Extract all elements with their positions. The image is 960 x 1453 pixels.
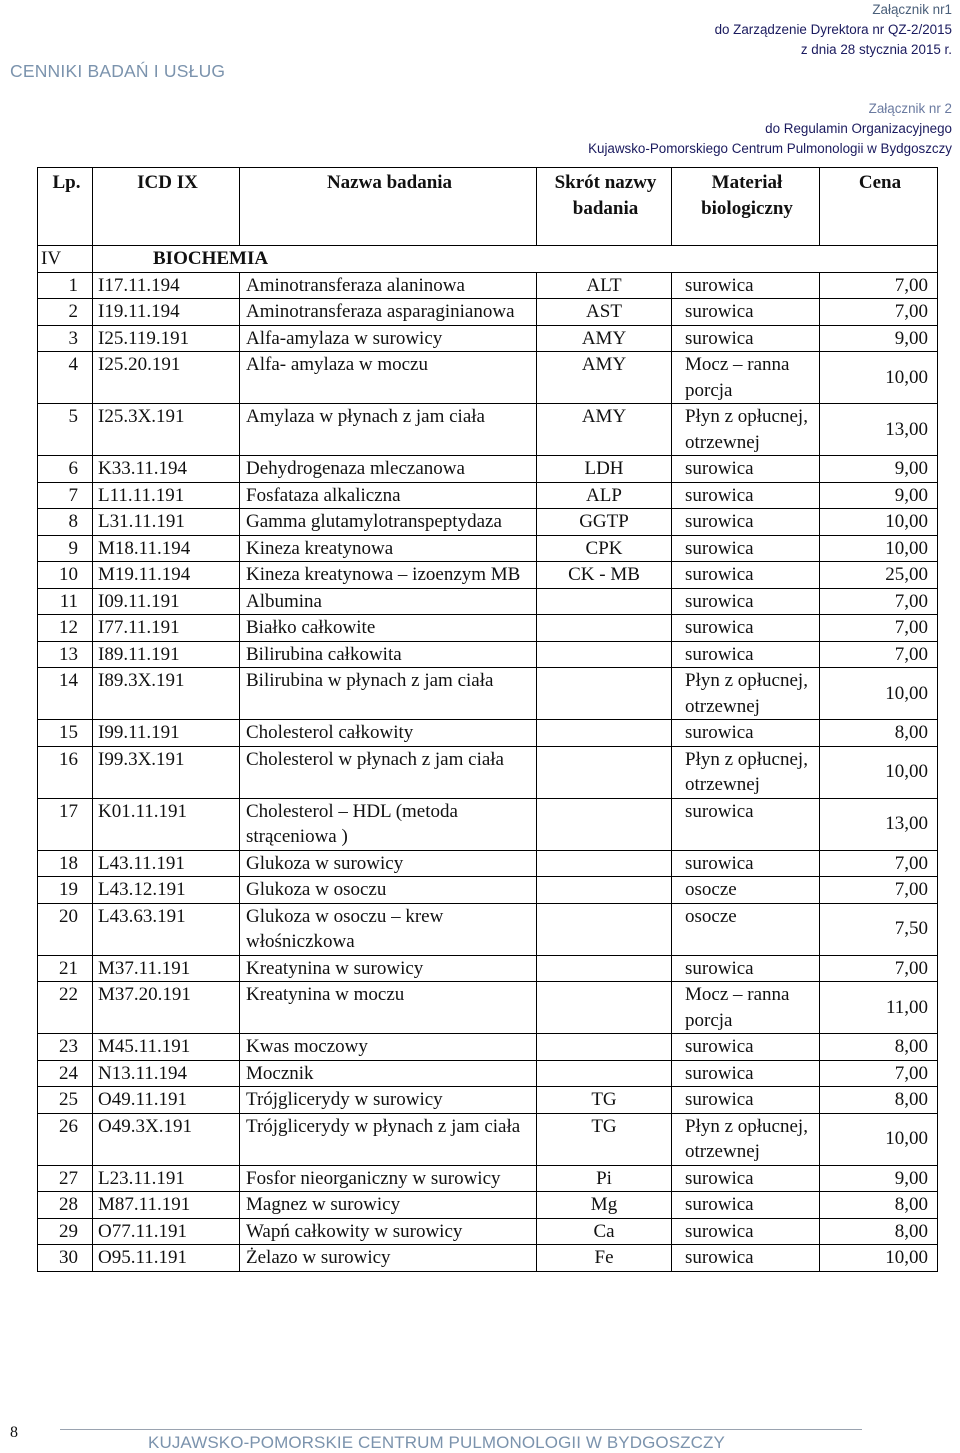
row-icd: M37.11.191 bbox=[93, 955, 240, 982]
row-lp: 15 bbox=[38, 720, 93, 747]
row-lp: 27 bbox=[38, 1165, 93, 1192]
header-material: Materiał biologiczny bbox=[672, 168, 820, 246]
row-lp: 21 bbox=[38, 955, 93, 982]
row-abbr: AMY bbox=[537, 404, 672, 456]
row-name: Bilirubina w płynach z jam ciała bbox=[240, 668, 537, 720]
row-material: surowica bbox=[672, 588, 820, 615]
annex-line-5: do Regulamin Organizacyjnego bbox=[765, 121, 952, 136]
table-row bbox=[38, 955, 938, 982]
table-row bbox=[38, 798, 938, 850]
row-name: Cholesterol w płynach z jam ciała bbox=[240, 746, 537, 798]
row-abbr: Mg bbox=[537, 1192, 672, 1219]
section-row bbox=[38, 246, 938, 273]
table-row bbox=[38, 325, 938, 352]
row-icd: K33.11.194 bbox=[93, 456, 240, 483]
footer-text: KUJAWSKO-POMORSKIE CENTRUM PULMONOLOGII W BYDGOSZCZY bbox=[148, 1433, 725, 1452]
row-material: Płyn z opłucnej, otrzewnej bbox=[672, 404, 820, 456]
table-row bbox=[38, 877, 938, 904]
row-icd: O95.11.191 bbox=[93, 1245, 240, 1272]
row-abbr: AST bbox=[537, 299, 672, 326]
row-icd: I99.3X.191 bbox=[93, 746, 240, 798]
row-material: Płyn z opłucnej, otrzewnej bbox=[672, 746, 820, 798]
row-price: 8,00 bbox=[820, 1218, 938, 1245]
row-price: 9,00 bbox=[820, 325, 938, 352]
row-abbr bbox=[537, 641, 672, 668]
row-material: Płyn z opłucnej, otrzewnej bbox=[672, 1113, 820, 1165]
row-lp: 12 bbox=[38, 615, 93, 642]
row-price: 10,00 bbox=[820, 1113, 938, 1165]
row-lp: 26 bbox=[38, 1113, 93, 1165]
row-abbr: GGTP bbox=[537, 509, 672, 536]
table-row bbox=[38, 1060, 938, 1087]
row-abbr bbox=[537, 746, 672, 798]
row-name: Cholesterol – HDL (metoda strąceniowa ) bbox=[240, 798, 537, 850]
row-price: 10,00 bbox=[820, 509, 938, 536]
row-lp: 23 bbox=[38, 1034, 93, 1061]
table-row bbox=[38, 1245, 938, 1272]
row-price: 10,00 bbox=[820, 668, 938, 720]
row-price: 8,00 bbox=[820, 720, 938, 747]
row-name: Kineza kreatynowa bbox=[240, 535, 537, 562]
row-name: Albumina bbox=[240, 588, 537, 615]
row-icd: L23.11.191 bbox=[93, 1165, 240, 1192]
row-abbr: TG bbox=[537, 1087, 672, 1114]
row-lp: 24 bbox=[38, 1060, 93, 1087]
row-name: Kineza kreatynowa – izoenzym MB bbox=[240, 562, 537, 589]
table-row bbox=[38, 1192, 938, 1219]
annex-line-6: Kujawsko-Pomorskiego Centrum Pulmonologii w Bydgoszczy bbox=[588, 141, 952, 156]
row-lp: 3 bbox=[38, 325, 93, 352]
table-row bbox=[38, 982, 938, 1034]
table-row bbox=[38, 615, 938, 642]
row-name: Gamma glutamylotranspeptydaza bbox=[240, 509, 537, 536]
row-name: Glukoza w osoczu bbox=[240, 877, 537, 904]
row-abbr bbox=[537, 982, 672, 1034]
row-name: Aminotransferaza asparaginianowa bbox=[240, 299, 537, 326]
row-abbr: ALP bbox=[537, 482, 672, 509]
section-roman: IV bbox=[38, 246, 93, 273]
row-icd: L43.63.191 bbox=[93, 903, 240, 955]
row-lp: 16 bbox=[38, 746, 93, 798]
row-name: Glukoza w osoczu – krew włośniczkowa bbox=[240, 903, 537, 955]
row-abbr: TG bbox=[537, 1113, 672, 1165]
row-lp: 4 bbox=[38, 352, 93, 404]
row-material: surowica bbox=[672, 1165, 820, 1192]
row-material: surowica bbox=[672, 535, 820, 562]
row-price: 9,00 bbox=[820, 456, 938, 483]
row-lp: 22 bbox=[38, 982, 93, 1034]
row-icd: I25.20.191 bbox=[93, 352, 240, 404]
row-lp: 29 bbox=[38, 1218, 93, 1245]
row-lp: 13 bbox=[38, 641, 93, 668]
row-lp: 17 bbox=[38, 798, 93, 850]
row-material: surowica bbox=[672, 325, 820, 352]
row-price: 7,00 bbox=[820, 615, 938, 642]
row-abbr: Pi bbox=[537, 1165, 672, 1192]
row-lp: 9 bbox=[38, 535, 93, 562]
row-material: surowica bbox=[672, 272, 820, 299]
row-material: surowica bbox=[672, 482, 820, 509]
row-icd: I19.11.194 bbox=[93, 299, 240, 326]
row-lp: 5 bbox=[38, 404, 93, 456]
table-row bbox=[38, 456, 938, 483]
row-lp: 11 bbox=[38, 588, 93, 615]
row-material: surowica bbox=[672, 509, 820, 536]
row-icd: I89.11.191 bbox=[93, 641, 240, 668]
row-price: 8,00 bbox=[820, 1087, 938, 1114]
row-name: Kreatynina w moczu bbox=[240, 982, 537, 1034]
row-icd: L31.11.191 bbox=[93, 509, 240, 536]
row-material: surowica bbox=[672, 562, 820, 589]
row-icd: M87.11.191 bbox=[93, 1192, 240, 1219]
row-price: 9,00 bbox=[820, 482, 938, 509]
table-row bbox=[38, 509, 938, 536]
row-price: 25,00 bbox=[820, 562, 938, 589]
row-lp: 1 bbox=[38, 272, 93, 299]
row-abbr: CPK bbox=[537, 535, 672, 562]
row-name: Białko całkowite bbox=[240, 615, 537, 642]
row-material: osocze bbox=[672, 903, 820, 955]
row-name: Bilirubina całkowita bbox=[240, 641, 537, 668]
row-lp: 30 bbox=[38, 1245, 93, 1272]
row-price: 13,00 bbox=[820, 404, 938, 456]
row-material: surowica bbox=[672, 798, 820, 850]
row-icd: M45.11.191 bbox=[93, 1034, 240, 1061]
row-name: Żelazo w surowicy bbox=[240, 1245, 537, 1272]
row-price: 7,50 bbox=[820, 903, 938, 955]
row-name: Trójglicerydy w płynach z jam ciała bbox=[240, 1113, 537, 1165]
row-material: Mocz – ranna porcja bbox=[672, 982, 820, 1034]
row-lp: 6 bbox=[38, 456, 93, 483]
row-abbr bbox=[537, 1034, 672, 1061]
row-material: surowica bbox=[672, 1034, 820, 1061]
row-material: surowica bbox=[672, 955, 820, 982]
row-name: Magnez w surowicy bbox=[240, 1192, 537, 1219]
row-material: surowica bbox=[672, 1087, 820, 1114]
row-abbr: Ca bbox=[537, 1218, 672, 1245]
row-name: Mocznik bbox=[240, 1060, 537, 1087]
row-abbr bbox=[537, 903, 672, 955]
row-abbr: Fe bbox=[537, 1245, 672, 1272]
row-material: surowica bbox=[672, 720, 820, 747]
table-row bbox=[38, 588, 938, 615]
header-lp: Lp. bbox=[38, 168, 93, 246]
row-price: 7,00 bbox=[820, 1060, 938, 1087]
row-icd: I09.11.191 bbox=[93, 588, 240, 615]
table-row bbox=[38, 720, 938, 747]
row-price: 7,00 bbox=[820, 955, 938, 982]
row-material: surowica bbox=[672, 1245, 820, 1272]
row-lp: 25 bbox=[38, 1087, 93, 1114]
table-row bbox=[38, 535, 938, 562]
row-price: 8,00 bbox=[820, 1034, 938, 1061]
row-lp: 10 bbox=[38, 562, 93, 589]
table-row bbox=[38, 746, 938, 798]
row-price: 7,00 bbox=[820, 877, 938, 904]
row-name: Kwas moczowy bbox=[240, 1034, 537, 1061]
table-row bbox=[38, 299, 938, 326]
row-icd: I17.11.194 bbox=[93, 272, 240, 299]
row-price: 7,00 bbox=[820, 299, 938, 326]
row-material: osocze bbox=[672, 877, 820, 904]
row-icd: K01.11.191 bbox=[93, 798, 240, 850]
table-row bbox=[38, 850, 938, 877]
row-icd: I77.11.191 bbox=[93, 615, 240, 642]
annex-line-4: Załącznik nr 2 bbox=[868, 101, 952, 116]
row-abbr bbox=[537, 850, 672, 877]
row-icd: O77.11.191 bbox=[93, 1218, 240, 1245]
table-row bbox=[38, 641, 938, 668]
row-price: 7,00 bbox=[820, 272, 938, 299]
row-abbr bbox=[537, 955, 672, 982]
row-icd: O49.11.191 bbox=[93, 1087, 240, 1114]
row-material: surowica bbox=[672, 850, 820, 877]
row-lp: 14 bbox=[38, 668, 93, 720]
row-name: Aminotransferaza alaninowa bbox=[240, 272, 537, 299]
row-abbr: AMY bbox=[537, 352, 672, 404]
row-lp: 19 bbox=[38, 877, 93, 904]
row-icd: I99.11.191 bbox=[93, 720, 240, 747]
table-row bbox=[38, 668, 938, 720]
row-name: Dehydrogenaza mleczanowa bbox=[240, 456, 537, 483]
annex-line-2: do Zarządzenie Dyrektora nr QZ-2/2015 bbox=[714, 22, 952, 37]
annex-line-1: Załącznik nr1 bbox=[872, 2, 952, 17]
row-name: Fosfor nieorganiczny w surowicy bbox=[240, 1165, 537, 1192]
row-price: 10,00 bbox=[820, 1245, 938, 1272]
footer-divider bbox=[60, 1429, 862, 1430]
row-icd: I25.119.191 bbox=[93, 325, 240, 352]
table-row bbox=[38, 903, 938, 955]
header-abbr: Skrót nazwy badania bbox=[537, 168, 672, 246]
row-abbr bbox=[537, 615, 672, 642]
header-icd: ICD IX bbox=[93, 168, 240, 246]
row-material: Płyn z opłucnej, otrzewnej bbox=[672, 668, 820, 720]
row-icd: M18.11.194 bbox=[93, 535, 240, 562]
row-price: 7,00 bbox=[820, 588, 938, 615]
row-price: 7,00 bbox=[820, 641, 938, 668]
table-row bbox=[38, 482, 938, 509]
table-row bbox=[38, 1034, 938, 1061]
row-icd: I25.3X.191 bbox=[93, 404, 240, 456]
row-material: surowica bbox=[672, 641, 820, 668]
page-number: 8 bbox=[10, 1424, 18, 1441]
row-name: Glukoza w surowicy bbox=[240, 850, 537, 877]
row-abbr bbox=[537, 668, 672, 720]
row-lp: 8 bbox=[38, 509, 93, 536]
header-name: Nazwa badania bbox=[240, 168, 537, 246]
section-title: BIOCHEMIA bbox=[93, 246, 938, 273]
document-header-title: CENNIKI BADAŃ I USŁUG bbox=[10, 61, 226, 81]
row-material: Mocz – ranna porcja bbox=[672, 352, 820, 404]
row-abbr bbox=[537, 798, 672, 850]
row-material: surowica bbox=[672, 456, 820, 483]
row-name: Wapń całkowity w surowicy bbox=[240, 1218, 537, 1245]
annex-line-3: z dnia 28 stycznia 2015 r. bbox=[800, 42, 952, 57]
row-abbr bbox=[537, 720, 672, 747]
table-row bbox=[38, 1113, 938, 1165]
row-icd: L43.11.191 bbox=[93, 850, 240, 877]
row-icd: I89.3X.191 bbox=[93, 668, 240, 720]
row-name: Kreatynina w surowicy bbox=[240, 955, 537, 982]
row-name: Amylaza w płynach z jam ciała bbox=[240, 404, 537, 456]
table-row bbox=[38, 404, 938, 456]
row-material: surowica bbox=[672, 1218, 820, 1245]
row-material: surowica bbox=[672, 1192, 820, 1219]
table-row bbox=[38, 562, 938, 589]
row-abbr bbox=[537, 877, 672, 904]
row-lp: 18 bbox=[38, 850, 93, 877]
row-abbr: LDH bbox=[537, 456, 672, 483]
row-icd: M37.20.191 bbox=[93, 982, 240, 1034]
row-price: 13,00 bbox=[820, 798, 938, 850]
row-lp: 2 bbox=[38, 299, 93, 326]
table-row bbox=[38, 1087, 938, 1114]
row-abbr bbox=[537, 588, 672, 615]
row-lp: 20 bbox=[38, 903, 93, 955]
table-row bbox=[38, 272, 938, 299]
row-material: surowica bbox=[672, 615, 820, 642]
row-abbr: AMY bbox=[537, 325, 672, 352]
row-lp: 7 bbox=[38, 482, 93, 509]
row-name: Cholesterol całkowity bbox=[240, 720, 537, 747]
row-price: 10,00 bbox=[820, 746, 938, 798]
row-price: 10,00 bbox=[820, 535, 938, 562]
row-material: surowica bbox=[672, 1060, 820, 1087]
row-abbr bbox=[537, 1060, 672, 1087]
row-price: 8,00 bbox=[820, 1192, 938, 1219]
row-name: Trójglicerydy w surowicy bbox=[240, 1087, 537, 1114]
header-price: Cena bbox=[820, 168, 938, 246]
table-row bbox=[38, 1165, 938, 1192]
row-name: Fosfataza alkaliczna bbox=[240, 482, 537, 509]
row-name: Alfa-amylaza w surowicy bbox=[240, 325, 537, 352]
row-price: 11,00 bbox=[820, 982, 938, 1034]
annex-note bbox=[588, 0, 952, 159]
row-abbr: ALT bbox=[537, 272, 672, 299]
row-icd: L11.11.191 bbox=[93, 482, 240, 509]
row-abbr: CK - MB bbox=[537, 562, 672, 589]
row-name: Alfa- amylaza w moczu bbox=[240, 352, 537, 404]
row-material: surowica bbox=[672, 299, 820, 326]
row-icd: N13.11.194 bbox=[93, 1060, 240, 1087]
price-table bbox=[37, 167, 938, 1272]
table-header-row bbox=[38, 168, 938, 246]
row-price: 7,00 bbox=[820, 850, 938, 877]
table-row bbox=[38, 352, 938, 404]
table-row bbox=[38, 1218, 938, 1245]
row-price: 9,00 bbox=[820, 1165, 938, 1192]
row-lp: 28 bbox=[38, 1192, 93, 1219]
row-icd: L43.12.191 bbox=[93, 877, 240, 904]
row-price: 10,00 bbox=[820, 352, 938, 404]
row-icd: M19.11.194 bbox=[93, 562, 240, 589]
row-icd: O49.3X.191 bbox=[93, 1113, 240, 1165]
